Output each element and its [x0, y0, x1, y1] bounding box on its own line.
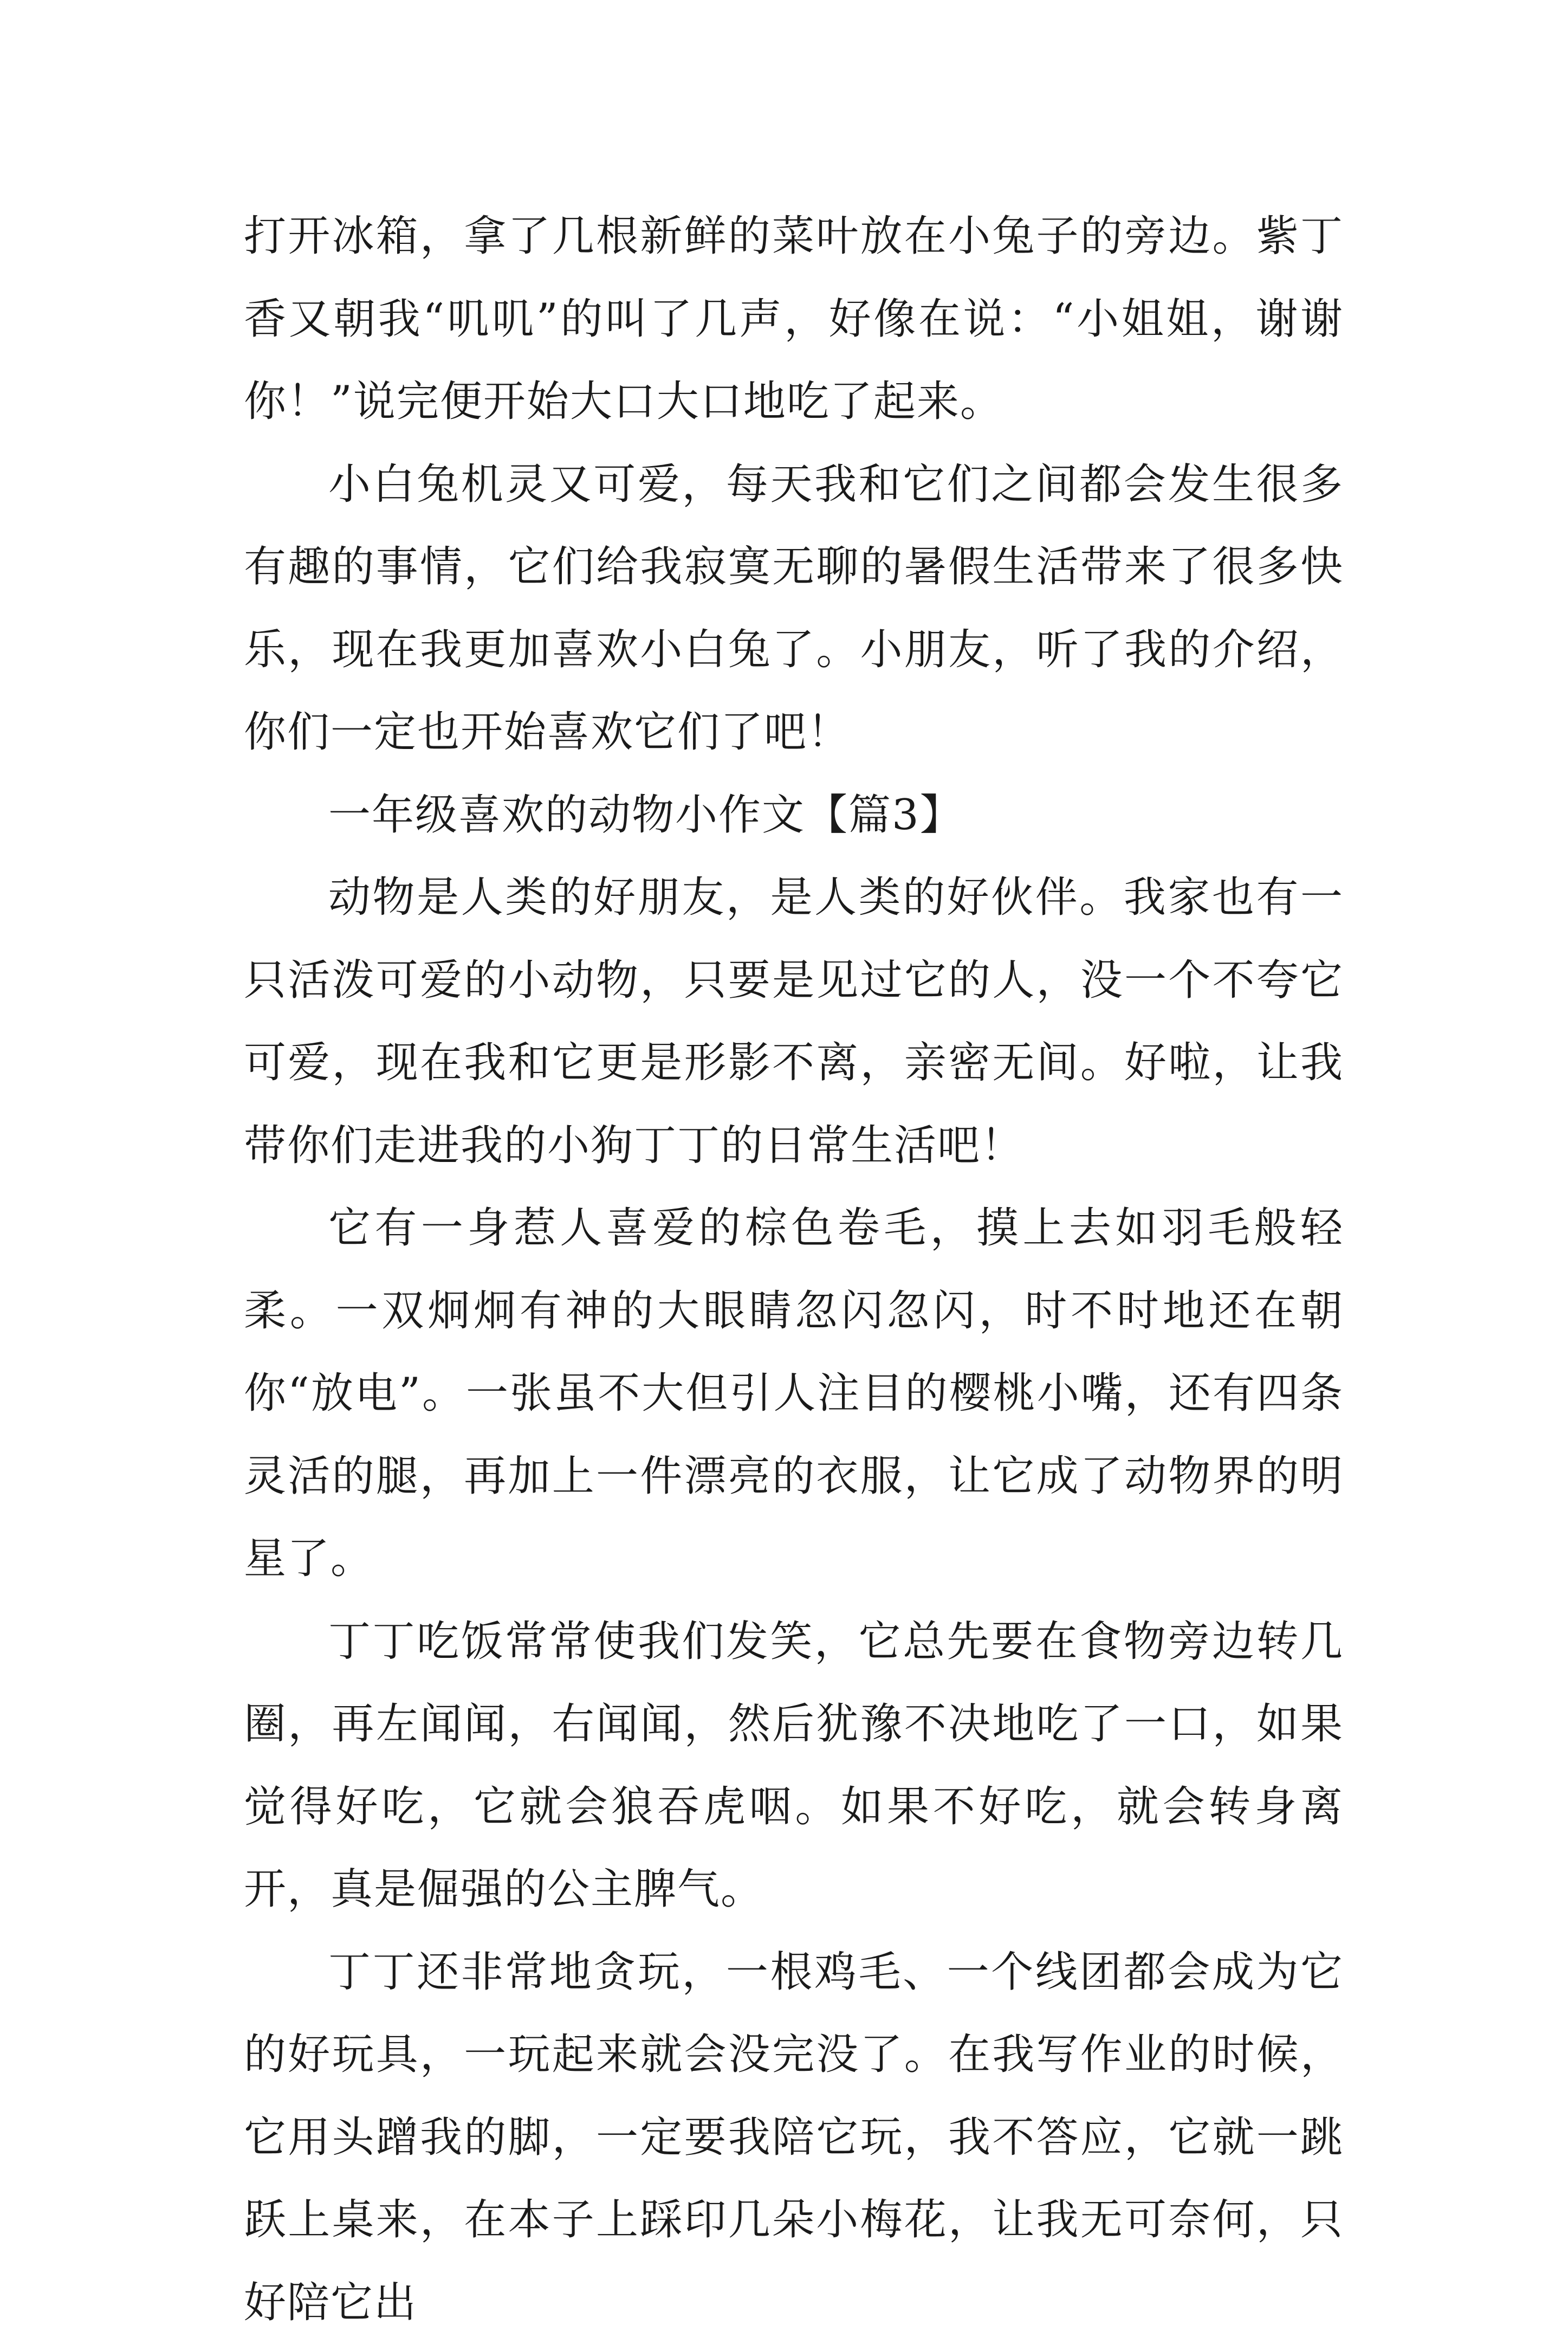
- section-heading: 一年级喜欢的动物小作文【篇3】: [244, 774, 1344, 857]
- paragraph-dog-appearance: 它有一身惹人喜爱的棕色卷毛，摸上去如羽毛般轻柔。一双炯炯有神的大眼睛忽闪忽闪，时不时地还在朝你“放电”。一张虽不大但引人注目的樱桃小嘴，还有四条灵活的腿，再加上一件漂亮的衣服，让它成了动物界的明星了。: [244, 1187, 1344, 1600]
- paragraph-continuation: 打开冰箱，拿了几根新鲜的菜叶放在小兔子的旁边。紫丁香又朝我“叽叽”的叫了几声，好像在说：“小姐姐，谢谢你！”说完便开始大口大口地吃了起来。: [244, 195, 1344, 443]
- paragraph-rabbit-summary: 小白兔机灵又可爱，每天我和它们之间都会发生很多有趣的事情，它们给我寂寞无聊的暑假生活带来了很多快乐，现在我更加喜欢小白兔了。小朋友，听了我的介绍，你们一定也开始喜欢它们了吧！: [244, 443, 1344, 774]
- document-body: [244, 195, 1344, 2344]
- paragraph-intro-dog: 动物是人类的好朋友，是人类的好伙伴。我家也有一只活泼可爱的小动物，只要是见过它的人，没一个不夸它可爱，现在我和它更是形影不离，亲密无间。好啦，让我带你们走进我的小狗丁丁的日常生活吧！: [244, 856, 1344, 1187]
- paragraph-dog-playing: 丁丁还非常地贪玩，一根鸡毛、一个线团都会成为它的好玩具，一玩起来就会没完没了。在我写作业的时候，它用头蹭我的脚，一定要我陪它玩，我不答应，它就一跳跃上桌来，在本子上踩印几朵小梅花，让我无可奈何，只好陪它出: [244, 1931, 1344, 2344]
- paragraph-dog-eating: 丁丁吃饭常常使我们发笑，它总先要在食物旁边转几圈，再左闻闻，右闻闻，然后犹豫不决地吃了一口，如果觉得好吃，它就会狼吞虎咽。如果不好吃，就会转身离开，真是倔强的公主脾气。: [244, 1600, 1344, 1931]
